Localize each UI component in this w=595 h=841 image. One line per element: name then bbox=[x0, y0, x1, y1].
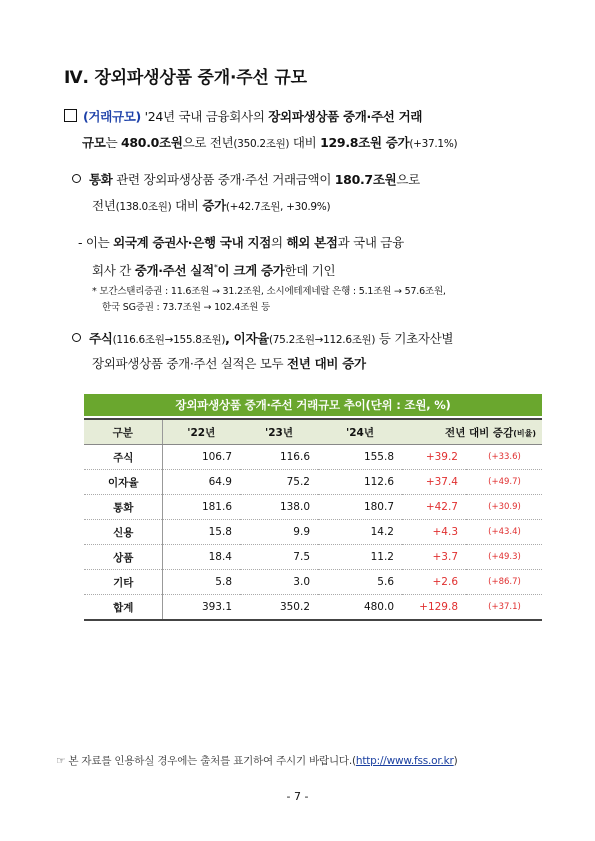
cell-2022: 181.6 bbox=[162, 495, 240, 520]
text: 등 기초자산별 bbox=[375, 331, 454, 346]
text: 의 bbox=[271, 235, 287, 250]
text: - 이는 bbox=[78, 235, 114, 250]
text: 장외파생상품 중개·주선 실적은 모두 bbox=[92, 356, 287, 371]
text-small: (+37.1%) bbox=[409, 138, 458, 150]
header-2024: '24년 bbox=[318, 419, 402, 445]
text-bold: 증가 bbox=[202, 198, 226, 213]
text-bold: 통화 bbox=[89, 172, 113, 187]
text-bold: 129.8조원 증가 bbox=[320, 135, 410, 150]
cell-change: +4.3 bbox=[402, 520, 466, 545]
footer-text: 본 자료를 인용하실 경우에는 출처를 표기하여 주시기 바랍니다.( bbox=[65, 755, 356, 767]
pointing-hand-icon: ☞ bbox=[56, 755, 66, 767]
text: '24년 국내 금융회사의 bbox=[140, 109, 269, 124]
cell-change: +129.8 bbox=[402, 595, 466, 621]
text-bold: 이자율 bbox=[233, 331, 269, 346]
text: 으로 bbox=[396, 172, 420, 187]
table-row bbox=[84, 495, 542, 520]
paragraph-2-line-1 bbox=[72, 167, 420, 193]
paragraph-1-line-1 bbox=[64, 104, 422, 130]
circle-bullet-icon bbox=[72, 174, 81, 183]
paragraph-4-line-2 bbox=[92, 351, 366, 377]
table-header-row bbox=[84, 419, 542, 445]
page-number: - 7 - bbox=[286, 790, 309, 803]
table-title: 장외파생상품 중개·주선 거래규모 추이(단위 : 조원, %) bbox=[84, 394, 542, 416]
text-small: (75.2조원→112.6조원) bbox=[269, 334, 376, 346]
header-category: 구분 bbox=[84, 419, 162, 445]
row-category: 합계 bbox=[84, 595, 162, 621]
row-category: 기타 bbox=[84, 570, 162, 595]
text-bold: 주식 bbox=[89, 331, 113, 346]
section-title: Ⅳ. 장외파생상품 중개·주선 규모 bbox=[64, 68, 307, 88]
row-category: 주식 bbox=[84, 445, 162, 470]
cell-change: +2.6 bbox=[402, 570, 466, 595]
paragraph-1-line-2 bbox=[82, 130, 457, 157]
cell-2022: 393.1 bbox=[162, 595, 240, 621]
cell-change: +42.7 bbox=[402, 495, 466, 520]
cell-2024: 112.6 bbox=[318, 470, 402, 495]
header-2022: '22년 bbox=[162, 419, 240, 445]
paragraph-3-line-1 bbox=[78, 230, 404, 256]
text-bold: 180.7조원 bbox=[334, 172, 397, 187]
cell-2024: 5.6 bbox=[318, 570, 402, 595]
footnote-line-2: 한국 SG증권 : 73.7조원 → 102.4조원 등 bbox=[102, 302, 271, 313]
cell-2023: 350.2 bbox=[240, 595, 318, 621]
paragraph-2-line-2 bbox=[92, 193, 330, 220]
cell-rate: (+30.9) bbox=[466, 495, 542, 520]
paragraph-4-line-1 bbox=[72, 326, 453, 353]
header-change bbox=[402, 419, 542, 445]
tag-label: (거래규모) bbox=[83, 109, 141, 124]
cell-change: +37.4 bbox=[402, 470, 466, 495]
text: 는 bbox=[105, 135, 122, 150]
header-change-label: 전년 대비 증감 bbox=[445, 426, 514, 439]
cell-2024: 14.2 bbox=[318, 520, 402, 545]
text-bold: 해외 본점 bbox=[286, 235, 338, 250]
footer-close: ) bbox=[453, 755, 458, 767]
fss-website-link[interactable]: http://www.fss.or.kr bbox=[355, 755, 454, 767]
row-category: 이자율 bbox=[84, 470, 162, 495]
cell-2024: 480.0 bbox=[318, 595, 402, 621]
text: 으로 전년 bbox=[182, 135, 234, 150]
cell-change: +3.7 bbox=[402, 545, 466, 570]
citation-footer bbox=[56, 753, 458, 768]
cell-2022: 18.4 bbox=[162, 545, 240, 570]
circle-bullet-icon bbox=[72, 333, 81, 342]
text-bold: 규모 bbox=[82, 135, 106, 150]
cell-2023: 138.0 bbox=[240, 495, 318, 520]
text-bold: 이 크게 증가 bbox=[217, 263, 285, 279]
cell-2022: 5.8 bbox=[162, 570, 240, 595]
cell-2023: 75.2 bbox=[240, 470, 318, 495]
cell-2023: 116.6 bbox=[240, 445, 318, 470]
footnote-marker: * bbox=[213, 263, 218, 272]
text-small: (116.6조원→155.8조원) bbox=[112, 334, 226, 346]
cell-2024: 155.8 bbox=[318, 445, 402, 470]
table-row bbox=[84, 595, 542, 621]
cell-2022: 64.9 bbox=[162, 470, 240, 495]
cell-2023: 3.0 bbox=[240, 570, 318, 595]
text: 대비 bbox=[289, 135, 321, 150]
cell-2024: 180.7 bbox=[318, 495, 402, 520]
cell-2022: 15.8 bbox=[162, 520, 240, 545]
text: 관련 장외파생상품 중개·주선 거래금액이 bbox=[112, 172, 335, 187]
trade-volume-table bbox=[84, 418, 542, 621]
table-row bbox=[84, 570, 542, 595]
cell-rate: (+49.3) bbox=[466, 545, 542, 570]
text-bold: 장외파생상품 중개·주선 거래 bbox=[268, 109, 423, 124]
text-bold: 외국계 증권사·은행 국내 지점 bbox=[113, 235, 272, 250]
text-bold: 480.0조원 bbox=[121, 135, 183, 150]
cell-rate: (+43.4) bbox=[466, 520, 542, 545]
cell-rate: (+33.6) bbox=[466, 445, 542, 470]
table-row bbox=[84, 545, 542, 570]
table-row bbox=[84, 445, 542, 470]
text: 한데 기인 bbox=[284, 263, 336, 279]
header-2023: '23년 bbox=[240, 419, 318, 445]
cell-2023: 7.5 bbox=[240, 545, 318, 570]
footnote-line-1: * 모간스탠리증권 : 11.6조원 → 31.2조원, 소시에테제네랄 은행 : 5.1조원 → 57.6조원, bbox=[92, 286, 446, 297]
paragraph-3-line-2 bbox=[92, 255, 335, 284]
table-row bbox=[84, 470, 542, 495]
cell-rate: (+86.7) bbox=[466, 570, 542, 595]
square-bullet-icon bbox=[64, 109, 77, 122]
cell-rate: (+37.1) bbox=[466, 595, 542, 621]
cell-2023: 9.9 bbox=[240, 520, 318, 545]
text: 전년 bbox=[92, 198, 116, 213]
text-bold: 전년 대비 증가 bbox=[287, 356, 366, 371]
header-rate-label: (비율) bbox=[513, 428, 536, 438]
text-small: (+42.7조원, +30.9%) bbox=[225, 201, 331, 213]
text-small: (138.0조원) bbox=[115, 201, 172, 213]
text: 대비 bbox=[171, 198, 203, 213]
cell-change: +39.2 bbox=[402, 445, 466, 470]
table-row bbox=[84, 520, 542, 545]
cell-2022: 106.7 bbox=[162, 445, 240, 470]
text-bold: 중개·주선 실적 bbox=[134, 263, 214, 279]
text: 과 국내 금융 bbox=[337, 235, 404, 250]
text: , bbox=[225, 331, 234, 346]
cell-rate: (+49.7) bbox=[466, 470, 542, 495]
text-small: (350.2조원) bbox=[233, 138, 290, 150]
row-category: 통화 bbox=[84, 495, 162, 520]
text: 회사 간 bbox=[92, 263, 135, 279]
row-category: 신용 bbox=[84, 520, 162, 545]
row-category: 상품 bbox=[84, 545, 162, 570]
cell-2024: 11.2 bbox=[318, 545, 402, 570]
